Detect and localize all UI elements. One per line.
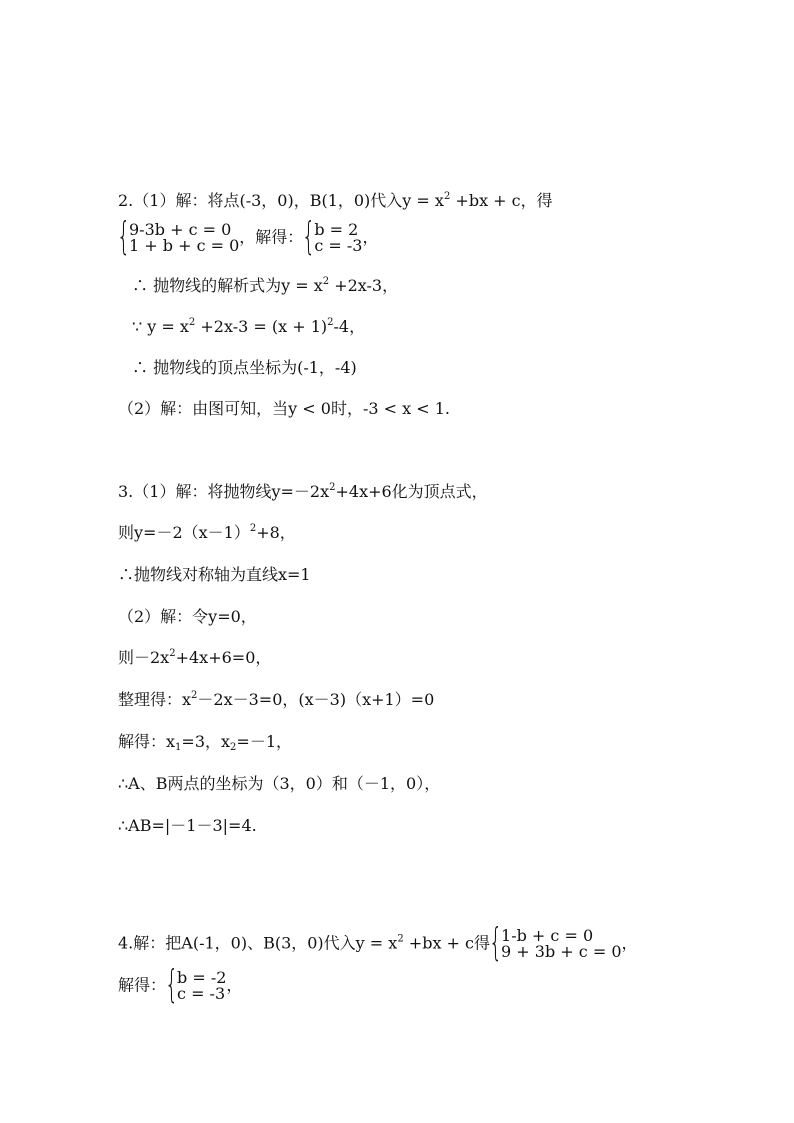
q3-text: 则－2x (118, 648, 170, 667)
q3-exponent: 2 (191, 690, 198, 701)
q3-exponent: 2 (169, 648, 176, 659)
q4-text: 4.解：把A(-1，0)、B(3，0)代入y = x (118, 933, 398, 953)
q3-line-4: （2）解：令y=0， (118, 607, 257, 626)
q2-line-4 (132, 316, 365, 338)
q2-solution-system (303, 222, 362, 254)
q4-text: ， (226, 975, 243, 995)
q2-exponent: 2 (322, 276, 330, 287)
q2-text: ∵ y = x (132, 317, 189, 336)
q2-exponent: 2 (327, 317, 334, 328)
system-row: 1 + b + c = 0 (129, 236, 240, 255)
q4-text: ， (621, 933, 638, 953)
q3-text: +4x+6化为顶点式， (335, 482, 488, 501)
q3-line-8: ∴A、B两点的坐标为（3，0）和（－1，0）， (118, 774, 441, 793)
system-row: c = -3 (177, 984, 226, 1003)
q3-subscript: 2 (230, 742, 237, 753)
system-row: { 1-b + c = 0 (501, 926, 594, 945)
q4-solution-system (166, 970, 226, 1002)
q2-exponent: 2 (443, 191, 451, 202)
q3-text: +8， (256, 523, 296, 542)
q2-equation-system (118, 222, 239, 254)
system-row: 9 + 3b + c = 0 (501, 942, 622, 961)
q3-line-2 (118, 522, 296, 544)
system-row: c = -3 (314, 236, 363, 255)
q3-subscript: 1 (175, 742, 182, 753)
q4-line-1 (118, 928, 638, 960)
q3-line-5 (118, 647, 271, 669)
q2-exponent: 2 (188, 317, 196, 328)
q2-text: ， (362, 227, 379, 247)
q3-line-3: ∴抛物线对称轴为直线x=1 (118, 565, 311, 584)
q3-text: +4x+6=0， (175, 648, 272, 667)
q4-equation-system (490, 928, 621, 960)
q3-text: 则y=－2（x－1） (118, 523, 250, 542)
q4-text: 解得： (118, 975, 167, 995)
q2-text: -4， (333, 317, 366, 336)
q2-line-1 (118, 190, 553, 212)
q3-exponent: 2 (329, 482, 336, 493)
q3-text: －2x－3=0，(x－3)（x+1）=0 (197, 690, 435, 709)
q3-line-6 (118, 689, 434, 711)
q2-text: +bx + c，得 (450, 191, 553, 210)
q4-exponent: 2 (397, 933, 404, 945)
q2-system-line (118, 222, 378, 254)
system-row: { 9-3b + c = 0 (129, 220, 232, 239)
q3-line-9: ∴AB=|－1－3|=4. (118, 816, 257, 835)
q2-text: ，解得： (239, 227, 304, 247)
q3-text: =－1， (236, 732, 292, 751)
q4-text: +bx + c得 (403, 933, 491, 953)
q2-text: +2x-3， (329, 276, 399, 295)
q4-line-2 (118, 970, 242, 1002)
q3-exponent: 2 (249, 523, 257, 534)
q2-line-6: （2）解：由图可知，当y < 0时，-3 < x < 1. (118, 399, 451, 418)
q2-line-3 (132, 275, 398, 297)
q3-text: 3.（1）解：将抛物线y=－2x (118, 482, 330, 501)
system-row: { b = 2 (314, 220, 359, 239)
q3-text: 整理得：x (118, 690, 192, 709)
q2-text: ∴ 抛物线的解析式为y = x (132, 276, 323, 295)
q3-line-1 (118, 481, 488, 503)
q3-line-7 (118, 731, 292, 753)
system-row: { b = -2 (177, 968, 227, 987)
q2-text: 2.（1）解：将点(-3，0)，B(1，0)代入y = x (118, 191, 444, 210)
q2-text: +2x-3 = (x + 1) (195, 317, 328, 336)
q3-text: 解得：x (118, 732, 176, 751)
q2-line-5: ∴ 抛物线的顶点坐标为(-1，-4) (132, 358, 357, 377)
q3-text: =3，x (181, 732, 231, 751)
